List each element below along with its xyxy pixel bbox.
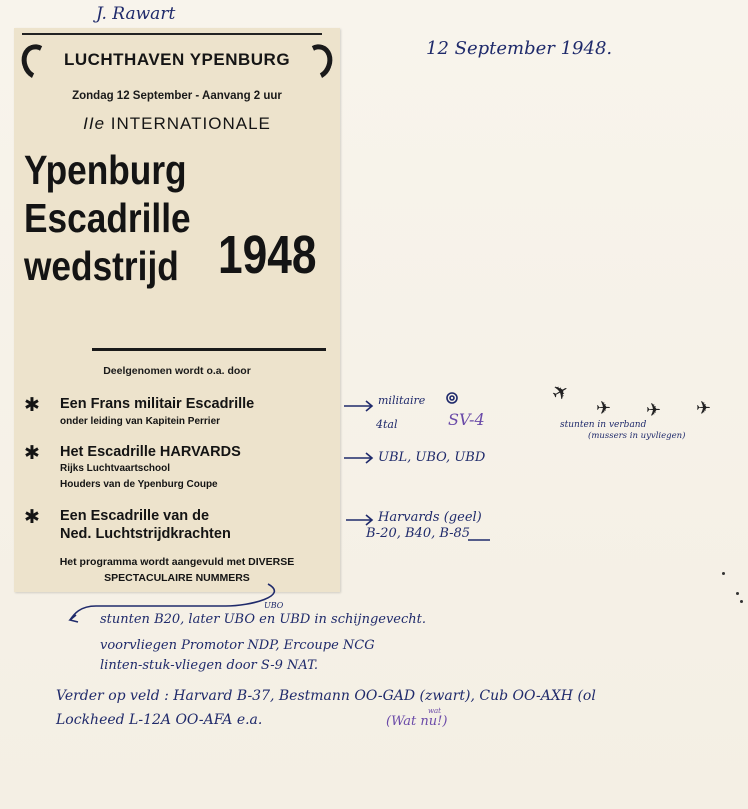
ink-dot	[722, 572, 725, 575]
note-line-ribbon: linten-stuk-vliegen door S-9 NAT.	[100, 658, 318, 673]
arrow-icon	[344, 453, 372, 463]
note-harvards-yellow: Harvards (geel)	[378, 510, 482, 525]
program-line: SPECTACULAIRE NUMMERS	[104, 572, 250, 584]
arrow-icon	[344, 401, 372, 411]
plane-sketch-icon: ✈	[547, 377, 574, 407]
internationale-label: INTERNATIONALE	[110, 114, 271, 133]
note-line-stunts: stunten B20, later UBO en UBD in schijngevecht.	[100, 612, 427, 627]
participant-title: Een Escadrille van de	[60, 508, 210, 524]
plane-sketch-icon: ✈	[696, 398, 712, 419]
ink-dot	[740, 600, 743, 603]
participants-intro: Deelgenomen wordt o.a. door	[103, 365, 251, 377]
note-stunts: stunten in verband	[560, 420, 647, 430]
participant-title: Het Escadrille HARVARDS	[60, 444, 241, 460]
participant-title: Een Frans militair Escadrille	[60, 396, 255, 412]
title-line: Ypenburg	[24, 147, 187, 193]
title-line: wedstrijd	[24, 243, 179, 289]
plane-sketch-icon: ✈	[596, 398, 612, 419]
title-line: Escadrille	[24, 195, 191, 241]
handwritten-date: 12 September 1948.	[426, 38, 613, 59]
event-dateline: Zondag 12 September - Aanvang 2 uur	[72, 90, 282, 102]
participant-title-line2: Ned. Luchtstrijdkrachten	[60, 526, 231, 542]
note-line-remark-small: wat	[428, 707, 441, 715]
note-line-insert: UBO	[264, 601, 284, 610]
ink-dot	[736, 592, 739, 595]
program-line: Het programma wordt aangevuld met DIVERSE	[59, 556, 295, 568]
participant-subtitle: Rijks Luchtvaartschool	[60, 463, 171, 474]
note-aircraft-type: SV-4	[448, 410, 485, 429]
plane-sketch-icon: ✈	[646, 400, 662, 421]
note-harvard-numbers: B-20, B40, B-85	[366, 526, 471, 541]
note-line-lockheed: Lockheed L-12A OO-AFA e.a.	[56, 712, 263, 728]
participant-subtitle: Houders van de Ypenburg Coupe	[60, 479, 218, 490]
note-line-promotor: voorvliegen Promotor NDP, Ercoupe NCG	[100, 638, 375, 653]
note-quartet: 4tal	[376, 418, 398, 431]
note-line-remark: (Wat nu!)	[386, 714, 448, 729]
star-bullet-icon: ✱	[24, 507, 40, 528]
note-line-on-field: Verder op veld : Harvard B-37, Bestmann OO-GAD (zwart), Cub OO-AXH (ol	[56, 688, 596, 704]
note-stunts-detail: (mussers in uyvliegen)	[588, 431, 686, 441]
arrow-icon	[346, 515, 372, 525]
participant-subtitle: onder leiding van Kapitein Perrier	[60, 416, 221, 427]
star-bullet-icon: ✱	[24, 395, 40, 416]
signature: J. Rawart	[96, 4, 176, 24]
note-military: militaire	[378, 394, 426, 407]
star-bullet-icon: ✱	[24, 443, 40, 464]
edition-number: IIe	[83, 114, 106, 133]
event-year: 1948	[218, 225, 317, 285]
note-harvard-regs: UBL, UBO, UBD	[378, 450, 486, 465]
airport-name: LUCHTHAVEN YPENBURG	[63, 50, 291, 69]
